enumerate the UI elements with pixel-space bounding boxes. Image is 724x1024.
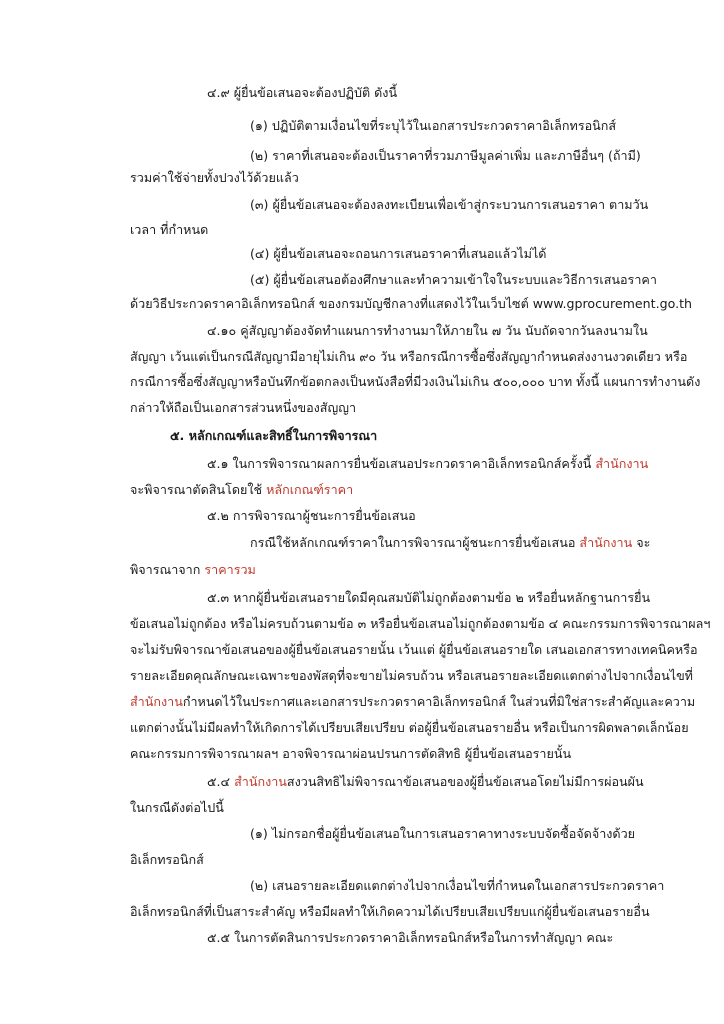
clause-4-9-item-1 (250, 118, 616, 134)
clause-5-2-body-cont (130, 562, 256, 578)
line-text: ๕.๑ ในการพิจารณาผลการยื่นข้อเสนอประกวดราคาอิเล็กทรอนิกส์ครั้งนี้ (207, 456, 596, 471)
clause-5-3-cont-1 (130, 616, 710, 632)
highlighted-text: สำนักงาน (595, 456, 649, 471)
clause-5-1-cont (130, 482, 353, 498)
clause-5-4-item-1 (250, 826, 635, 842)
line-text: ๔.๑๐ คู่สัญญาต้องจัดทำแผนการทำงานมาให้ภายใน ๗ วัน นับถัดจากวันลงนามใน (207, 323, 648, 338)
line-text: (๓) ผู้ยื่นข้อเสนอจะต้องลงทะเบียนเพื่อเข้าสู่กระบวนการเสนอราคา ตามวัน (250, 197, 649, 212)
line-text: ๕. หลักเกณฑ์และสิทธิ์ในการพิจารณา (170, 428, 378, 443)
clause-4-10-cont-1 (130, 349, 687, 365)
line-text: กรณีการซื้อซึ่งสัญญาหรือบันทึกข้อตกลงเป็นหนังสือที่มีวงเงินไม่เกิน ๕๐๐,๐๐๐ บาท ทั้งนี้ แผนการทำงานดัง (130, 374, 701, 389)
clause-4-9-item-2 (250, 148, 641, 164)
line-text: กรณีใช้หลักเกณฑ์ราคาในการพิจารณาผู้ชนะการยื่นข้อเสนอ (250, 535, 580, 550)
clause-5-3-cont-6 (130, 746, 571, 762)
clause-5-2 (207, 508, 416, 524)
line-text: รวมค่าใช้จ่ายทั้งปวงไว้ด้วยแล้ว (130, 170, 299, 185)
clause-4-9-item-5 (250, 272, 657, 288)
clause-5-2-body (250, 535, 650, 551)
highlighted-text: ราคารวม (204, 562, 256, 577)
clause-4-10 (207, 323, 648, 339)
line-text: กล่าวให้ถือเป็นเอกสารส่วนหนึ่งของสัญญา (130, 400, 357, 415)
line-text: รายละเอียดคุณลักษณะเฉพาะของพัสดุที่จะขายไม่ครบถ้วน หรือเสนอรายละเอียดแตกต่างไปจากเงื่อนไขที่ (130, 668, 693, 683)
line-text: กำหนดไว้ในประกาศและเอกสารประกวดราคาอิเล็กทรอนิกส์ ในส่วนที่มิใช่สาระสำคัญและความ (182, 694, 696, 709)
line-text: จะ (632, 535, 651, 550)
line-text: สงวนสิทธิไม่พิจารณาข้อเสนอของผู้ยื่นข้อเสนอโดยไม่มีการผ่อนผัน (286, 774, 644, 789)
clause-4-9 (207, 85, 397, 101)
clause-5-3-cont-5 (130, 720, 689, 736)
line-text: อิเล็กทรอนิกส์ (130, 852, 204, 867)
line-text: ในกรณีดังต่อไปนี้ (130, 800, 224, 815)
highlighted-text: สำนักงาน (579, 535, 633, 550)
clause-5-3 (207, 590, 650, 606)
line-text: ๕.๒ การพิจารณาผู้ชนะการยื่นข้อเสนอ (207, 508, 416, 523)
line-text: ๕.๓ หากผู้ยื่นข้อเสนอรายใดมีคุณสมบัติไม่ถูกต้องตามข้อ ๒ หรือยื่นหลักฐานการยื่น (207, 590, 651, 605)
line-text: ๔.๙ ผู้ยื่นข้อเสนอจะต้องปฏิบัติ ดังนี้ (207, 85, 398, 100)
line-text: สัญญา เว้นแต่เป็นกรณีสัญญามีอายุไม่เกิน ๙๐ วัน หรือกรณีการซื้อซึ่งสัญญากำหนดส่งงานงวดเดียว หรือ (130, 349, 688, 364)
line-text: ด้วยวิธีประกวดราคาอิเล็กทรอนิกส์ ของกรมบัญชีกลางที่แสดงไว้ในเว็บไซต์ www.gprocurement.go.th (130, 296, 692, 311)
line-text: (๑) ไม่กรอกชื่อผู้ยื่นข้อเสนอในการเสนอราคาทางระบบจัดซื้อจัดจ้างด้วย (250, 826, 636, 841)
clause-5-3-cont-2 (130, 642, 698, 658)
line-text: อิเล็กทรอนิกส์ที่เป็นสาระสำคัญ หรือมีผลทำให้เกิดความได้เปรียบเสียเปรียบแก่ผู้ยื่นข้อเสนอรายอื่น (130, 904, 650, 919)
clause-4-9-item-2-cont (130, 170, 299, 186)
line-text: พิจารณาจาก (130, 562, 205, 577)
clause-5-5 (207, 930, 613, 946)
clause-4-9-item-3-cont (130, 222, 208, 238)
highlighted-text: สำนักงาน (130, 694, 183, 709)
clause-5-4 (207, 774, 644, 790)
line-text: (๑) ปฏิบัติตามเงื่อนไขที่ระบุไว้ในเอกสารประกวดราคาอิเล็กทรอนิกส์ (250, 118, 617, 133)
clause-4-9-item-3 (250, 197, 648, 213)
line-text: (๔) ผู้ยื่นข้อเสนอจะถอนการเสนอราคาที่เสนอแล้วไม่ได้ (250, 246, 547, 261)
line-text: คณะกรรมการพิจารณาผลฯ อาจพิจารณาผ่อนปรนการตัดสิทธิ ผู้ยื่นข้อเสนอรายนั้น (130, 746, 572, 761)
line-text: (๕) ผู้ยื่นข้อเสนอต้องศึกษาและทำความเข้าใจในระบบและวิธีการเสนอราคา (250, 272, 657, 287)
line-text: ข้อเสนอไม่ถูกต้อง หรือไม่ครบถ้วนตามข้อ ๓ หรือยื่นข้อเสนอไม่ถูกต้องตามข้อ ๔ คณะกรรมการพิจารณาผลฯ (130, 616, 711, 631)
clause-5-4-item-1-cont (130, 852, 204, 868)
clause-5-3-cont-3 (130, 668, 693, 684)
line-text: จะพิจารณาตัดสินโดยใช้ (130, 482, 267, 497)
clause-5-4-cont (130, 800, 224, 816)
clause-4-9-item-4 (250, 246, 546, 262)
section-5-heading (170, 428, 377, 444)
clause-5-4-item-2-cont (130, 904, 650, 920)
clause-4-10-cont-2 (130, 374, 700, 390)
line-text: ๕.๔ (207, 774, 235, 789)
highlighted-text: หลักเกณฑ์ราคา (266, 482, 354, 497)
clause-5-1 (207, 456, 648, 472)
line-text: แตกต่างนั้นไม่มีผลทำให้เกิดการได้เปรียบเสียเปรียบ ต่อผู้ยื่นข้อเสนอรายอื่น หรือเป็นการผิดพลาดเล็กน้อย (130, 720, 689, 735)
clause-4-10-cont-3 (130, 400, 356, 416)
highlighted-text: สำนักงาน (234, 774, 287, 789)
clause-5-4-item-2 (250, 878, 664, 894)
clause-5-3-cont-4 (130, 694, 695, 710)
clause-4-9-item-5-cont (130, 296, 692, 312)
line-text: (๒) ราคาที่เสนอจะต้องเป็นราคาที่รวมภาษีมูลค่าเพิ่ม และภาษีอื่นๆ (ถ้ามี) (250, 148, 641, 163)
line-text: เวลา ที่กำหนด (130, 222, 209, 237)
line-text: ๕.๕ ในการตัดสินการประกวดราคาอิเล็กทรอนิกส์หรือในการทำสัญญา คณะ (207, 930, 614, 945)
line-text: จะไม่รับพิจารณาข้อเสนอของผู้ยื่นข้อเสนอรายนั้น เว้นแต่ ผู้ยื่นข้อเสนอรายใด เสนอเอกสารทางเทคนิคหรือ (130, 642, 698, 657)
line-text: (๒) เสนอรายละเอียดแตกต่างไปจากเงื่อนไขที่กำหนดในเอกสารประกวดราคา (250, 878, 665, 893)
